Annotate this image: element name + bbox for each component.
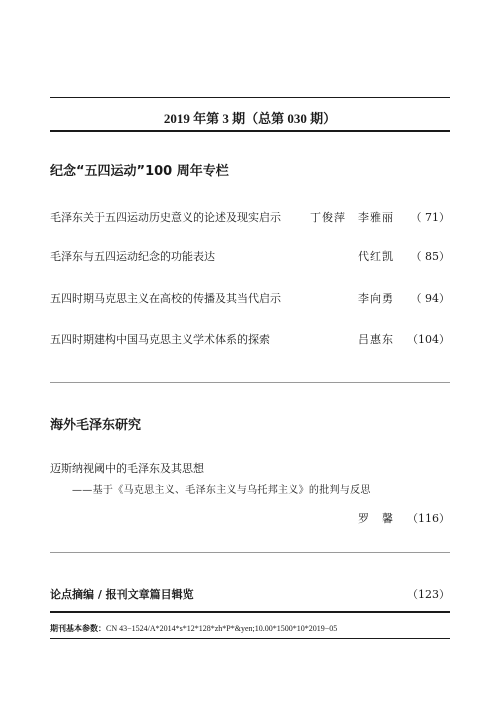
article-authors: 代红凯	[358, 250, 394, 263]
bottom-rule	[50, 638, 450, 639]
article-page: （116）	[407, 512, 450, 525]
section-heading-may-fourth: 纪念“五四运动”100 周年专栏	[50, 164, 229, 179]
journal-parameters-value: CN 43−1524/A*2014*s*12*128*zh*P*&yen;10.00*1500*10*2019−05	[106, 624, 338, 633]
article-authors: 吕惠东	[358, 333, 394, 346]
article-page: （104）	[407, 333, 450, 346]
footer-rule	[50, 611, 450, 613]
toc-entry-byline	[50, 510, 450, 528]
article-title: 迈斯纳视阈中的毛泽东及其思想	[50, 462, 204, 475]
article-authors: 李向勇	[358, 292, 394, 305]
issue-title: 2019 年第 3 期（总第 030 期）	[163, 111, 337, 126]
toc-entry[interactable]	[50, 290, 450, 308]
toc-entry[interactable]	[50, 248, 450, 266]
digest-entry-page: （123）	[407, 588, 450, 601]
section-heading-overseas-research: 海外毛泽东研究	[50, 418, 142, 433]
article-title: 五四时期马克思主义在高校的传播及其当代启示	[50, 292, 281, 305]
digest-entry-title[interactable]: 论点摘编 / 报刊文章篇目辑览	[50, 588, 194, 601]
journal-parameters	[50, 623, 337, 634]
article-subtitle: ——基于《马克思主义、毛泽东主义与乌托邦主义》的批判与反思	[72, 485, 371, 496]
article-page: （ 71）	[410, 211, 450, 224]
issue-title-rule	[50, 130, 450, 132]
toc-entry[interactable]	[50, 209, 450, 227]
article-title: 毛泽东与五四运动纪念的功能表达	[50, 250, 215, 263]
article-authors: 罗 馨	[358, 512, 394, 525]
toc-entry[interactable]	[50, 331, 450, 349]
top-rule	[50, 97, 450, 98]
section-divider	[50, 382, 450, 383]
section-divider	[50, 552, 450, 553]
article-authors: 丁俊萍 李雅丽	[310, 211, 394, 224]
journal-parameters-label: 期刊基本参数：	[50, 624, 106, 633]
article-title: 毛泽东关于五四运动历史意义的论述及现实启示	[50, 211, 281, 224]
article-page: （ 94）	[410, 292, 450, 305]
toc-entry[interactable]	[50, 460, 450, 478]
article-title: 五四时期建构中国马克思主义学术体系的探索	[50, 333, 270, 346]
article-page: （ 85）	[410, 250, 450, 263]
